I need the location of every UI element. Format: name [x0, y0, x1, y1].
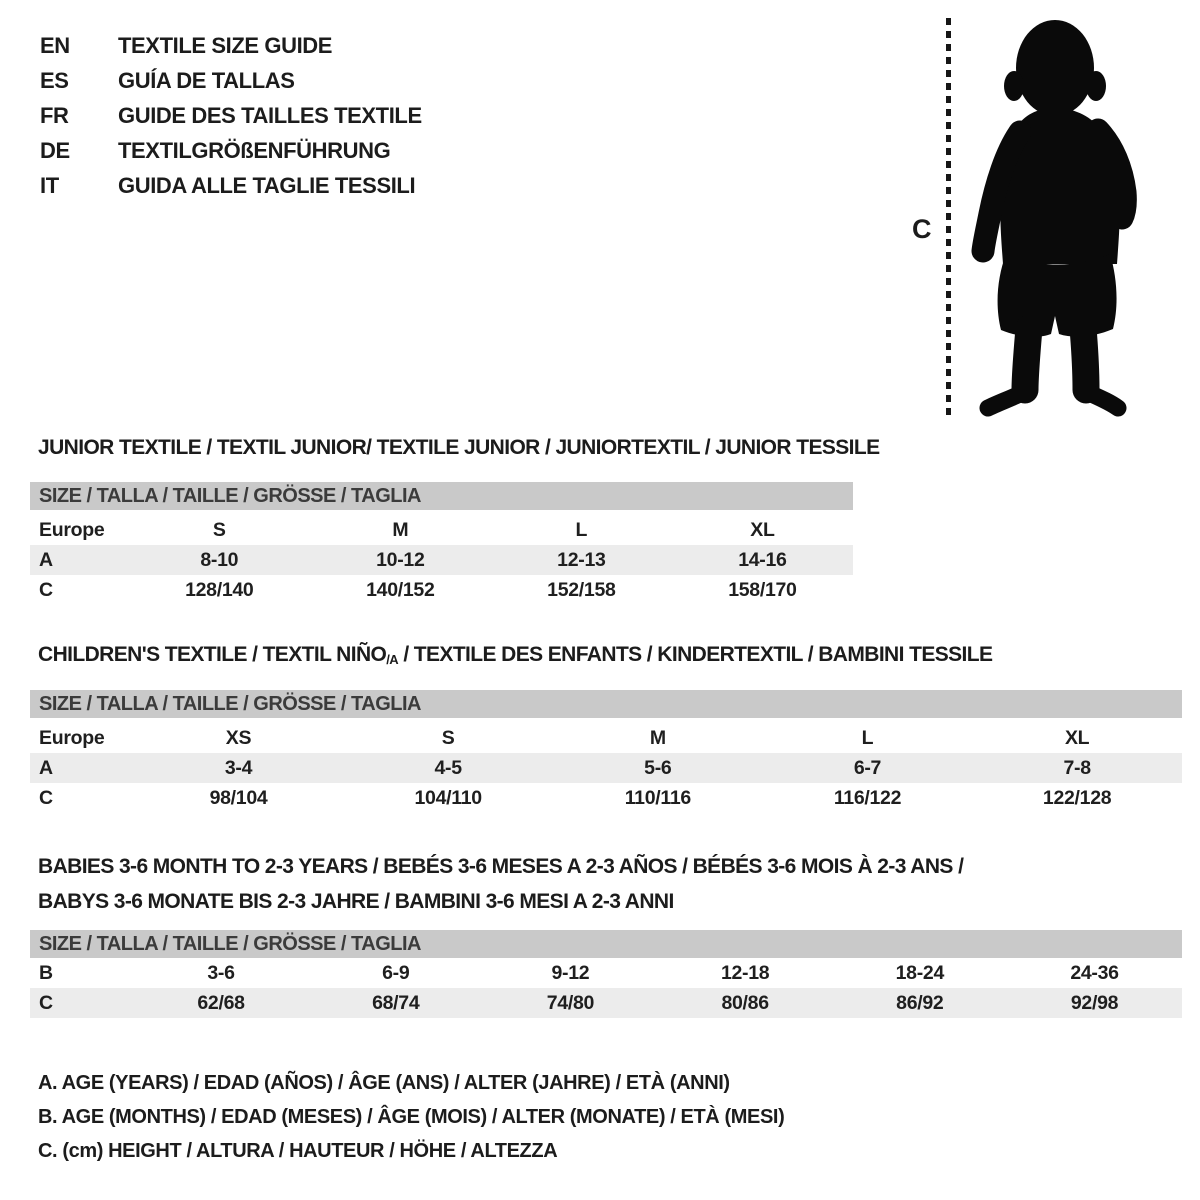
legend-line-a: A. AGE (YEARS) / EDAD (AÑOS) / ÂGE (ANS) / ALTER (JAHRE) / ETÀ (ANNI) — [38, 1071, 730, 1094]
babies-title-line1: BABIES 3-6 MONTH TO 2-3 YEARS / BEBÉS 3-6 MESES A 2-3 AÑOS / BÉBÉS 3-6 MOIS À 2-3 ANS / — [38, 855, 964, 878]
children-row-c — [30, 783, 1182, 813]
table-cell: 128/140 — [185, 578, 254, 601]
guide-title-it: GUIDA ALLE TAGLIE TESSILI — [118, 172, 416, 198]
table-cell: 104/110 — [414, 786, 482, 809]
table-cell: 10-12 — [376, 548, 425, 571]
junior-columns-row — [30, 516, 853, 545]
language-row-it — [40, 168, 422, 203]
row-label: A — [39, 548, 53, 571]
babies-section-title — [38, 849, 963, 919]
legend-line-b: B. AGE (MONTHS) / EDAD (MESES) / ÂGE (MOIS) / ALTER (MONATE) / ETÀ (MESI) — [38, 1105, 785, 1128]
guide-title-en: TEXTILE SIZE GUIDE — [118, 32, 333, 58]
guide-title-es: GUÍA DE TALLAS — [118, 67, 295, 93]
table-cell: 8-10 — [200, 548, 239, 571]
table-cell: 152/158 — [547, 578, 616, 601]
table-cell: 62/68 — [197, 991, 245, 1014]
table-cell: 18-24 — [895, 961, 945, 984]
children-title-sub: /A — [386, 652, 399, 667]
table-cell: 122/128 — [1042, 786, 1112, 809]
junior-size-table — [30, 482, 853, 605]
toddler-silhouette-icon — [966, 16, 1166, 420]
table-cell: 5-6 — [644, 756, 672, 779]
guide-title-de: TEXTILGRÖßENFÜHRUNG — [118, 137, 391, 163]
junior-section-title: JUNIOR TEXTILE / TEXTIL JUNIOR/ TEXTILE JUNIOR / JUNIORTEXTIL / JUNIOR TESSILE — [38, 436, 880, 459]
children-title-part3: / TEXTILE DES ENFANTS / KINDERTEXTIL / BAMBINI TESSILE — [398, 643, 993, 666]
table-cell: 6-7 — [853, 756, 882, 779]
table-cell: 68/74 — [372, 991, 420, 1014]
junior-row-c — [30, 575, 853, 605]
children-row-a — [30, 753, 1182, 783]
size-col-header: XL — [1064, 727, 1090, 749]
babies-row-b — [30, 958, 1182, 988]
table-cell: 92/98 — [1070, 991, 1119, 1014]
children-section-title — [38, 643, 992, 667]
size-header-bar: SIZE / TALLA / TAILLE / GRÖSSE / TAGLIA — [30, 690, 1182, 718]
table-cell: 12-18 — [720, 961, 770, 984]
size-col-header: M — [649, 727, 666, 749]
measurement-legend — [38, 1066, 784, 1168]
height-measure-dotted-line — [946, 18, 951, 418]
table-cell: 3-4 — [224, 756, 253, 779]
table-cell: 74/80 — [546, 991, 595, 1014]
size-col-header: M — [392, 519, 409, 541]
table-cell: 116/122 — [833, 786, 902, 809]
table-cell: 24-36 — [1070, 961, 1119, 984]
language-row-fr — [40, 98, 422, 133]
children-columns-row — [30, 724, 1182, 753]
legend-line-c: C. (cm) HEIGHT / ALTURA / HAUTEUR / HÖHE / ALTEZZA — [38, 1139, 558, 1162]
table-cell: 7-8 — [1063, 756, 1091, 779]
size-col-header: S — [441, 727, 455, 749]
table-cell: 12-13 — [557, 548, 606, 571]
table-cell: 86/92 — [896, 991, 944, 1014]
language-code: FR — [40, 102, 69, 128]
row-label: C — [39, 578, 53, 601]
size-header-bar: SIZE / TALLA / TAILLE / GRÖSSE / TAGLIA — [30, 482, 853, 510]
language-code: IT — [40, 172, 59, 198]
region-label: Europe — [39, 727, 105, 749]
row-label: B — [39, 961, 53, 984]
language-code: ES — [40, 67, 69, 93]
row-label: C — [39, 786, 53, 809]
size-col-header: L — [575, 519, 588, 541]
junior-row-a — [30, 545, 853, 575]
size-col-header: S — [212, 519, 226, 541]
babies-title-line2: BABYS 3-6 MONATE BIS 2-3 JAHRE / BAMBINI 3-6 MESI A 2-3 ANNI — [38, 890, 674, 913]
size-header-bar: SIZE / TALLA / TAILLE / GRÖSSE / TAGLIA — [30, 930, 1182, 958]
language-row-de — [40, 133, 422, 168]
size-col-header: L — [861, 727, 874, 749]
row-label: A — [39, 756, 53, 779]
size-col-header: XL — [750, 519, 775, 541]
children-size-table — [30, 690, 1182, 813]
table-cell: 158/170 — [728, 578, 797, 601]
region-label: Europe — [39, 519, 105, 541]
table-cell: 6-9 — [382, 961, 410, 984]
table-cell: 98/104 — [209, 786, 268, 809]
table-cell: 140/152 — [366, 578, 435, 601]
height-measure-label: C — [912, 214, 931, 244]
table-cell: 80/86 — [721, 991, 769, 1014]
language-row-es — [40, 63, 422, 98]
babies-size-table — [30, 930, 1182, 1018]
row-label: C — [39, 991, 53, 1014]
language-code: DE — [40, 137, 70, 163]
table-cell: 4-5 — [434, 756, 462, 779]
children-title-part1: CHILDREN'S TEXTILE / TEXTIL NIÑO — [38, 643, 387, 666]
size-col-header: XS — [225, 727, 252, 749]
guide-title-fr: GUIDE DES TAILLES TEXTILE — [118, 102, 422, 128]
table-cell: 110/116 — [624, 786, 691, 809]
table-cell: 14-16 — [738, 548, 787, 571]
language-code: EN — [40, 32, 70, 58]
table-cell: 3-6 — [207, 961, 235, 984]
table-cell: 9-12 — [551, 961, 590, 984]
language-title-list — [40, 28, 422, 203]
babies-row-c — [30, 988, 1182, 1018]
language-row-en — [40, 28, 422, 63]
